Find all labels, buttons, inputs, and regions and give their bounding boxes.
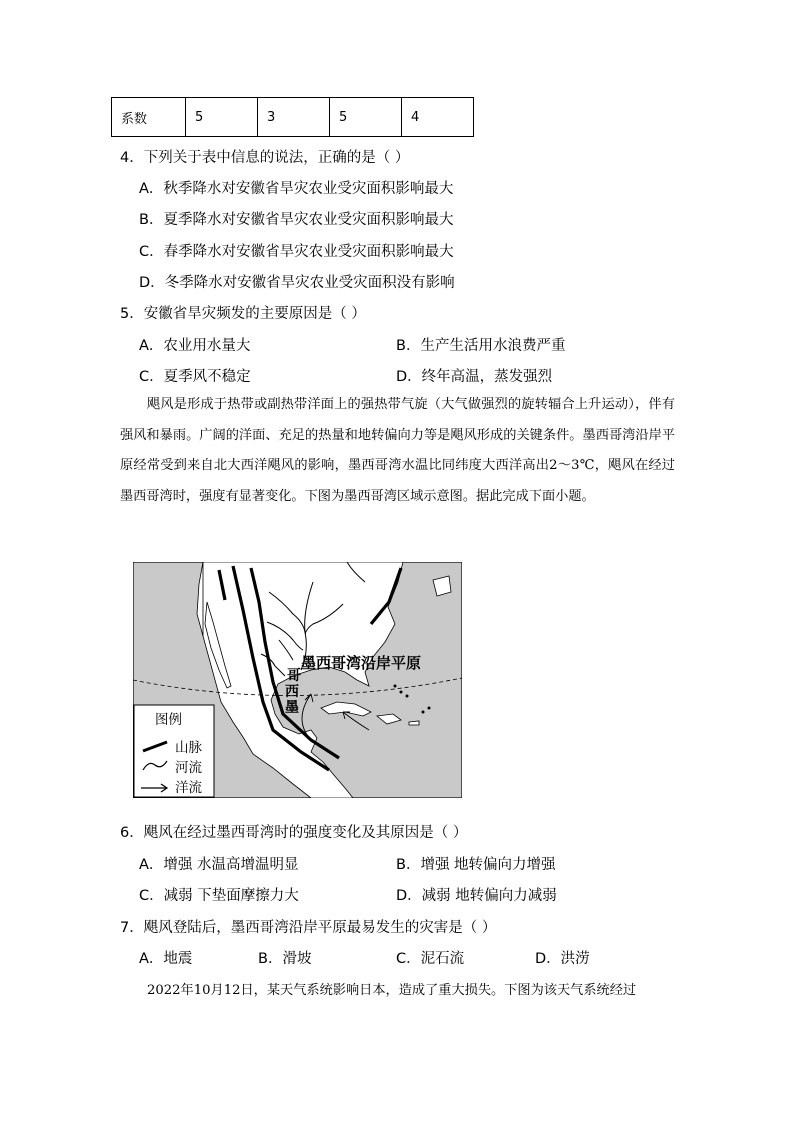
mexico-label-char: 墨 xyxy=(285,700,299,716)
gulf-coastal-plain-label: 墨西哥湾沿岸平原 xyxy=(301,654,422,672)
table-cell: 4 xyxy=(402,98,474,137)
legend-current-label: 洋流 xyxy=(175,780,202,796)
passage-hurricane: 飓风是形成于热带或副热带洋面上的强热带气旋（大气做强烈的旋转辐合上升运动），伴有强风和暴雨。广阔的洋面、充足的热量和地转偏向力等是飓风形成的关键条件。墨西哥湾沿岸平原经常受到来自北大西洋飓风的影响，墨西哥湾水温比同纬度大西洋高出2～3℃，飓风在经过墨西哥湾时，强度有显著变化。下图为墨西哥湾区域示意图。据此完成下面小题。 xyxy=(120,397,675,504)
q7-option-b: B．滑坡 xyxy=(258,951,312,967)
q6-option-a: A．增强 水温高增温明显 xyxy=(139,857,299,873)
bahamas-dot xyxy=(394,685,397,688)
q4-option-c: C．春季降水对安徽省旱灾农业受灾面积影响最大 xyxy=(139,244,454,260)
table-cell: 5 xyxy=(330,98,402,137)
mexico-label-char: 哥 xyxy=(287,668,301,684)
table-cell: 5 xyxy=(186,98,258,137)
mexico-label-char: 西 xyxy=(285,684,299,700)
bahamas-dot xyxy=(400,691,403,694)
q5-option-d: D．终年高温，蒸发强烈 xyxy=(396,369,553,385)
legend-title: 图例 xyxy=(155,712,182,728)
q7-option-a: A．地震 xyxy=(139,951,193,967)
q7-option-c: C．泥石流 xyxy=(396,951,465,967)
q4-stem: 4．下列关于表中信息的说法，正确的是（ ） xyxy=(120,150,410,166)
gulf-of-mexico-map xyxy=(133,562,462,798)
table-cell: 3 xyxy=(258,98,330,137)
q6-stem: 6．飓风在经过墨西哥湾时的强度变化及其原因是（ ） xyxy=(120,825,468,841)
q5-option-c: C．夏季风不稳定 xyxy=(139,369,251,385)
q5-option-b: B．生产生活用水浪费严重 xyxy=(396,338,566,354)
q6-option-c: C．减弱 下垫面摩擦力大 xyxy=(139,888,299,904)
table-row-label: 系数 xyxy=(112,98,186,137)
table-row xyxy=(112,98,474,137)
q5-option-a: A．农业用水量大 xyxy=(139,338,251,354)
legend-river-label: 河流 xyxy=(175,760,202,776)
q4-option-d: D．冬季降水对安徽省旱灾农业受灾面积没有影响 xyxy=(139,275,455,291)
passage-typhoon: 2022年10月12日，某天气系统影响日本，造成了重大损失。下图为该天气系统经过 xyxy=(147,983,637,998)
q4-option-a: A．秋季降水对安徽省旱灾农业受灾面积影响最大 xyxy=(139,181,454,197)
q6-option-d: D．减弱 地转偏向力减弱 xyxy=(396,888,557,904)
puerto-rico-island xyxy=(409,721,419,725)
bahamas-dot xyxy=(406,695,409,698)
q4-option-b: B．夏季降水对安徽省旱灾农业受灾面积影响最大 xyxy=(139,212,454,228)
antilles-dot xyxy=(428,707,431,710)
data-table xyxy=(111,97,474,137)
q6-option-b: B．增强 地转偏向力增强 xyxy=(396,857,556,873)
q7-stem: 7．飓风登陆后，墨西哥湾沿岸平原最易发生的灾害是（ ） xyxy=(120,920,497,936)
q7-option-d: D．洪涝 xyxy=(535,951,590,967)
legend-mountain-label: 山脉 xyxy=(175,740,202,756)
antilles-dot xyxy=(422,711,425,714)
q5-stem: 5．安徽省旱灾频发的主要原因是（ ） xyxy=(120,306,366,322)
